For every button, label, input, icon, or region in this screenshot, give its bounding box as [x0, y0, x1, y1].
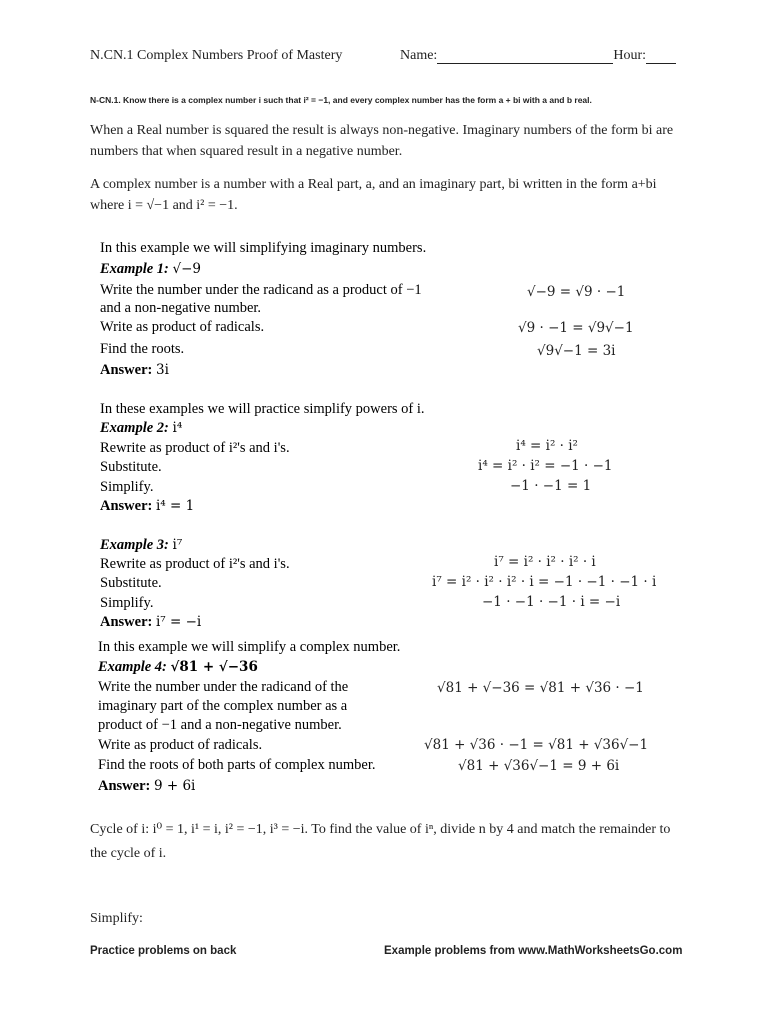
intro-paragraph-1: When a Real number is squared the result is always non-negative. Imaginary numbers of the form bi are numbers that when squared result in a negative number.: [90, 123, 674, 159]
footer-left: Practice problems on back: [90, 945, 237, 957]
standard-statement: N-CN.1. Know there is a complex number i such that i² = −1, and every complex number has the form a + bi with a and b real.: [90, 95, 592, 105]
ex3-math-3: −1 · −1 · −1 · i = −i: [482, 594, 621, 610]
ex4-answer-line: [98, 778, 195, 795]
ex1-step2: Write as product of radicals.: [100, 319, 265, 335]
ex1-step3: Find the roots.: [100, 341, 185, 357]
hour-blank[interactable]: [646, 49, 676, 64]
ex2-step3: Simplify.: [100, 479, 154, 495]
ex3-answer-line: [100, 614, 201, 631]
ex1-math-1: √−9 = √9 · −1: [527, 284, 626, 300]
ex2-step1: Rewrite as product of i²'s and i's.: [100, 440, 290, 456]
ex4-step1c: product of −1 and a non-negative number.: [98, 717, 342, 733]
ex4-title: Example 4:: [98, 659, 167, 675]
ex2-heading: In these examples we will practice simplify powers of i.: [100, 401, 425, 417]
ex1-answer: 3i: [155, 362, 169, 378]
ex4-title-math: √81 + √−36: [170, 659, 258, 675]
ex4-heading: In this example we will simplify a complex number.: [98, 639, 401, 655]
ex2-answer: i⁴ = 1: [155, 498, 195, 514]
intro-paragraph-2: A complex number is a number with a Real part, a, and an imaginary part, bi written in the form a+bi where i = √−1 and i² = −1.: [90, 177, 657, 213]
page-title: N.CN.1 Complex Numbers Proof of Mastery: [90, 48, 343, 63]
footer-right: Example problems from www.MathWorksheetsGo.com: [384, 945, 683, 957]
ex3-answer-label: Answer:: [100, 614, 153, 630]
ex4-step3: Find the roots of both parts of complex number.: [98, 757, 376, 773]
name-hour-line: [400, 48, 676, 64]
ex2-title-math: i⁴: [172, 420, 183, 436]
ex1-answer-line: [100, 362, 169, 379]
ex4-answer-label: Answer:: [98, 778, 151, 794]
ex1-title-line: [100, 261, 201, 278]
ex1-title-math: √−9: [172, 261, 202, 277]
ex1-step1: Write the number under the radicand as a product of −1: [100, 282, 422, 298]
ex4-math-2: √81 + √36 · −1 = √81 + √36√−1: [424, 737, 649, 753]
ex1-title: Example 1:: [100, 261, 169, 277]
ex3-step1: Rewrite as product of i²'s and i's.: [100, 556, 290, 572]
ex4-step2: Write as product of radicals.: [98, 737, 263, 753]
hour-label: Hour:: [613, 48, 646, 63]
ex4-math-3: √81 + √36√−1 = 9 + 6i: [458, 758, 620, 774]
name-blank[interactable]: [437, 49, 613, 64]
ex2-answer-line: [100, 498, 194, 515]
ex3-answer: i⁷ = −i: [155, 614, 202, 630]
ex1-answer-label: Answer:: [100, 362, 153, 378]
ex4-step1b: imaginary part of the complex number as a: [98, 698, 348, 714]
ex2-math-3: −1 · −1 = 1: [510, 478, 592, 494]
ex2-step2: Substitute.: [100, 459, 162, 475]
ex3-math-2: i⁷ = i² · i² · i² · i = −1 · −1 · −1 · i: [432, 574, 657, 590]
ex4-math-1: √81 + √−36 = √81 + √36 · −1: [437, 680, 644, 696]
ex3-title: Example 3:: [100, 537, 169, 553]
ex2-title: Example 2:: [100, 420, 169, 436]
ex2-math-1: i⁴ = i² · i²: [516, 438, 578, 454]
ex1-math-3: √9√−1 = 3i: [537, 343, 616, 359]
ex4-step1: Write the number under the radicand of the: [98, 679, 349, 695]
ex4-title-line: [98, 659, 258, 676]
ex3-title-line: [100, 537, 182, 554]
ex3-title-math: i⁷: [172, 537, 183, 553]
ex2-math-2: i⁴ = i² · i² = −1 · −1: [478, 458, 613, 474]
simplify-label: Simplify:: [90, 911, 143, 926]
ex3-step3: Simplify.: [100, 595, 154, 611]
ex4-answer: 9 + 6i: [153, 778, 196, 794]
ex1-step1b: and a non-negative number.: [100, 300, 262, 316]
cycle-paragraph: Cycle of i: i⁰ = 1, i¹ = i, i² = −1, i³ = −i. To find the value of iⁿ, divide n by 4 and match the remainder to the cycle of i.: [90, 822, 671, 861]
ex3-math-1: i⁷ = i² · i² · i² · i: [494, 554, 596, 570]
page-header: [90, 48, 646, 64]
ex1-heading: In this example we will simplifying imaginary numbers.: [100, 240, 427, 256]
ex1-math-2: √9 · −1 = √9√−1: [518, 320, 634, 336]
name-label: Name:: [400, 48, 438, 63]
ex2-title-line: [100, 420, 182, 437]
ex2-answer-label: Answer:: [100, 498, 153, 514]
ex3-step2: Substitute.: [100, 575, 162, 591]
